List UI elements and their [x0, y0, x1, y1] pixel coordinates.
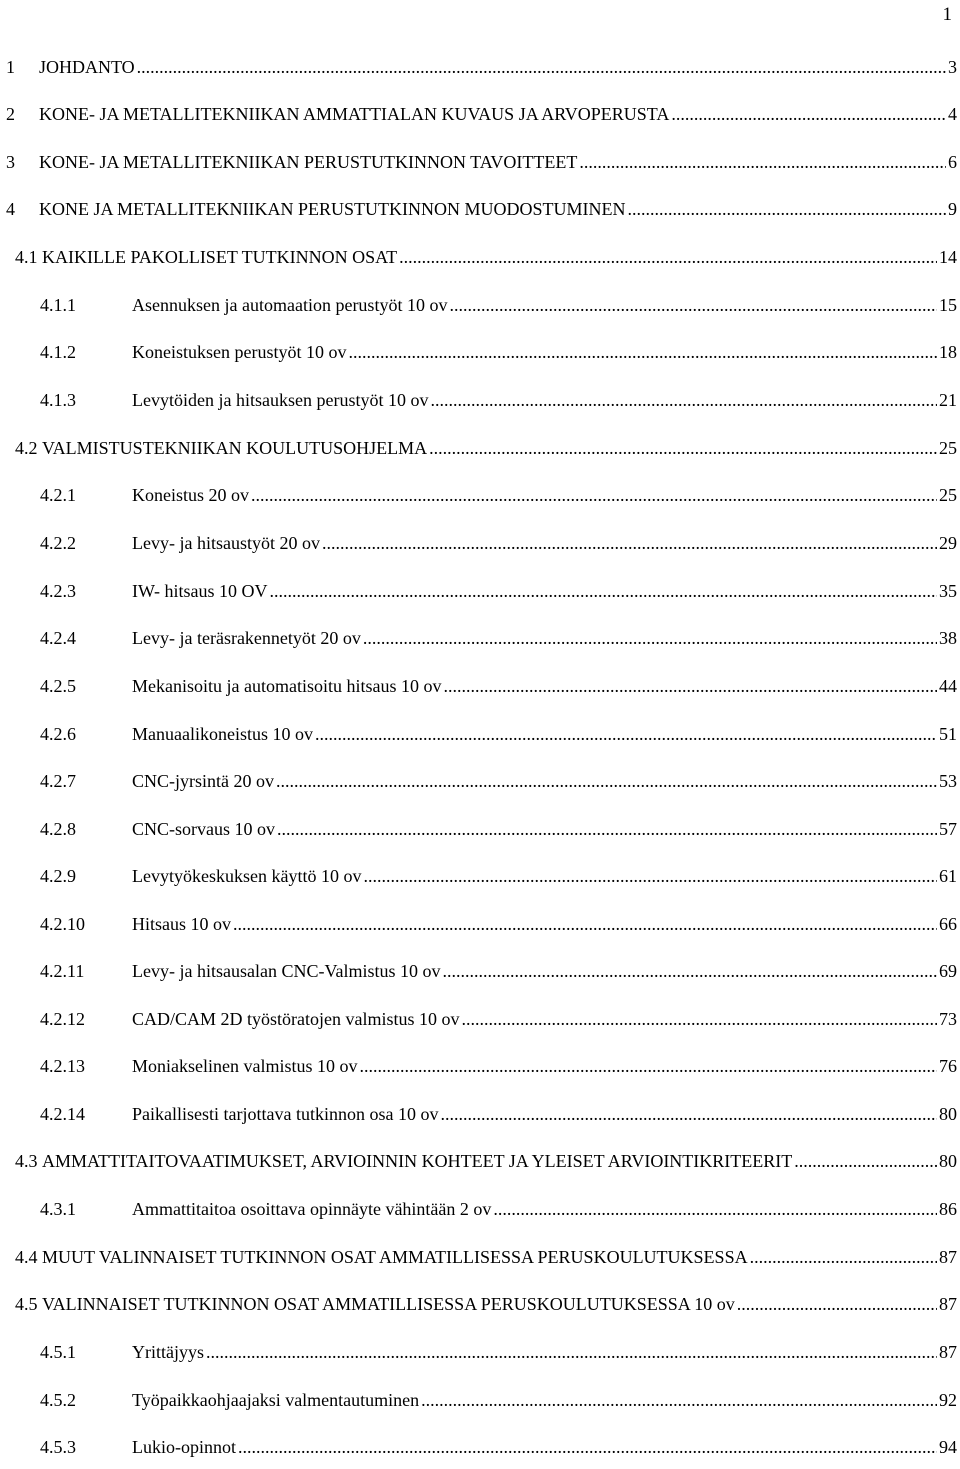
toc-entry[interactable]	[0, 243, 957, 267]
toc-entry-page: 35	[939, 581, 957, 601]
toc-dot-leader	[238, 1437, 937, 1457]
toc-entry[interactable]	[0, 386, 957, 410]
toc-entry-number: 4.2.4	[40, 628, 76, 648]
toc-entry-number: 4.4	[15, 1247, 38, 1267]
toc-entry-title: Koneistuksen perustyöt 10 ov	[132, 342, 347, 362]
toc-entry-title: Levy- ja teräsrakennetyöt 20 ov	[132, 628, 361, 648]
toc-entry-page: 61	[939, 866, 957, 886]
toc-entry-number: 1	[6, 57, 15, 77]
toc-entry-page: 69	[939, 961, 957, 981]
toc-entry-page: 6	[948, 152, 957, 172]
toc-dot-leader	[363, 866, 937, 886]
toc-entry-page: 80	[939, 1104, 957, 1124]
toc-entry-page: 14	[939, 247, 957, 267]
toc-entry[interactable]	[0, 148, 957, 172]
toc-entry-title: JOHDANTO	[39, 57, 135, 77]
toc-entry-number: 4.5.3	[40, 1437, 76, 1457]
toc-entry-number: 4.2.14	[40, 1104, 85, 1124]
toc-dot-leader	[251, 485, 937, 505]
toc-dot-leader	[579, 152, 946, 172]
toc-entry-title: VALMISTUSTEKNIIKAN KOULUTUSOHJELMA	[42, 438, 428, 458]
toc-entry-page: 73	[939, 1009, 957, 1029]
toc-dot-leader	[206, 1342, 937, 1362]
toc-entry[interactable]	[0, 1386, 957, 1410]
toc-entry-page: 25	[939, 438, 957, 458]
toc-entry-number: 4.1.1	[40, 295, 76, 315]
toc-entry-title: AMMATTITAITOVAATIMUKSET, ARVIOINNIN KOHTEET JA YLEISET ARVIOINTIKRITEERIT	[42, 1151, 793, 1171]
toc-entry[interactable]	[0, 862, 957, 886]
toc-entry[interactable]	[0, 1243, 957, 1267]
toc-entry-page: 80	[939, 1151, 957, 1171]
toc-dot-leader	[322, 533, 937, 553]
toc-dot-leader	[449, 295, 937, 315]
toc-entry-title: Levytyökeskuksen käyttö 10 ov	[132, 866, 362, 886]
toc-dot-leader	[315, 724, 937, 744]
toc-entry-title: Lukio-opinnot	[132, 1437, 236, 1457]
toc-entry-page: 76	[939, 1056, 957, 1076]
toc-entry-title: Työpaikkaohjaajaksi valmentautuminen	[132, 1390, 420, 1410]
toc-entry[interactable]	[0, 1052, 957, 1076]
toc-entry-number: 4.2	[15, 438, 38, 458]
toc-entry-page: 92	[939, 1390, 957, 1410]
toc-entry-page: 21	[939, 390, 957, 410]
toc-entry[interactable]	[0, 1195, 957, 1219]
toc-entry-page: 29	[939, 533, 957, 553]
toc-entry-page: 44	[939, 676, 957, 696]
toc-entry-page: 18	[939, 342, 957, 362]
toc-dot-leader	[277, 819, 937, 839]
toc-entry[interactable]	[0, 672, 957, 696]
toc-entry[interactable]	[0, 767, 957, 791]
toc-entry[interactable]	[0, 481, 957, 505]
toc-entry-number: 4.2.1	[40, 485, 76, 505]
toc-dot-leader	[493, 1199, 937, 1219]
toc-entry-number: 4.5	[15, 1294, 38, 1314]
toc-entry[interactable]	[0, 53, 957, 77]
toc-dot-leader	[269, 581, 937, 601]
toc-entry-title: Manuaalikoneistus 10 ov	[132, 724, 313, 744]
toc-entry[interactable]	[0, 1433, 957, 1457]
toc-entry-number: 4.2.7	[40, 771, 76, 791]
toc-entry-title: Levytöiden ja hitsauksen perustyöt 10 ov	[132, 390, 429, 410]
toc-entry-title: Asennuksen ja automaation perustyöt 10 ov	[132, 295, 448, 315]
toc-dot-leader	[233, 914, 937, 934]
toc-dot-leader	[276, 771, 937, 791]
toc-entry-page: 66	[939, 914, 957, 934]
toc-entry[interactable]	[0, 957, 957, 981]
toc-entry-page: 4	[948, 104, 957, 124]
toc-dot-leader	[671, 104, 946, 124]
toc-entry[interactable]	[0, 529, 957, 553]
toc-entry-title: IW- hitsaus 10 OV	[132, 581, 268, 601]
toc-entry-title: KONE- JA METALLITEKNIIKAN AMMATTIALAN KUVAUS JA ARVOPERUSTA	[39, 104, 670, 124]
toc-entry-number: 4.3	[15, 1151, 38, 1171]
toc-entry-title: Levy- ja hitsaustyöt 20 ov	[132, 533, 320, 553]
toc-dot-leader	[443, 676, 937, 696]
toc-entry-title: Moniakselinen valmistus 10 ov	[132, 1056, 358, 1076]
toc-entry-number: 4.1.2	[40, 342, 76, 362]
toc-entry-title: KONE JA METALLITEKNIIKAN PERUSTUTKINNON MUODOSTUMINEN	[39, 199, 626, 219]
toc-entry-title: Yrittäjyys	[132, 1342, 204, 1362]
toc-entry-page: 94	[939, 1437, 957, 1457]
toc-entry[interactable]	[0, 720, 957, 744]
toc-entry-title: Paikallisesti tarjottava tutkinnon osa 10 ov	[132, 1104, 439, 1124]
toc-dot-leader	[429, 438, 937, 458]
toc-entry-page: 15	[939, 295, 957, 315]
toc-entry-page: 25	[939, 485, 957, 505]
toc-entry[interactable]	[0, 910, 957, 934]
toc-dot-leader	[440, 1104, 937, 1124]
toc-entry-title: Levy- ja hitsausalan CNC-Valmistus 10 ov	[132, 961, 441, 981]
toc-dot-leader	[421, 1390, 937, 1410]
toc-entry-number: 2	[6, 104, 15, 124]
toc-entry-page: 57	[939, 819, 957, 839]
toc-entry-page: 87	[939, 1294, 957, 1314]
toc-entry-number: 4.3.1	[40, 1199, 76, 1219]
toc-entry[interactable]	[0, 100, 957, 124]
toc-entry-number: 4.2.13	[40, 1056, 85, 1076]
toc-entry[interactable]	[0, 434, 957, 458]
toc-entry-page: 9	[948, 199, 957, 219]
toc-entry-title: VALINNAISET TUTKINNON OSAT AMMATILLISESSA PERUSKOULUTUKSESSA 10 ov	[42, 1294, 735, 1314]
toc-entry-title: CNC-jyrsintä 20 ov	[132, 771, 274, 791]
toc-entry[interactable]	[0, 291, 957, 315]
toc-dot-leader	[137, 57, 946, 77]
toc-entry-number: 4.2.6	[40, 724, 76, 744]
toc-entry-title: MUUT VALINNAISET TUTKINNON OSAT AMMATILLISESSA PERUSKOULUTUKSESSA	[42, 1247, 748, 1267]
toc-entry[interactable]	[0, 1005, 957, 1029]
toc-entry-number: 4.5.2	[40, 1390, 76, 1410]
toc-entry[interactable]	[0, 1147, 957, 1171]
toc-entry-title: Mekanisoitu ja automatisoitu hitsaus 10 ov	[132, 676, 442, 696]
toc-entry-number: 4	[6, 199, 15, 219]
toc-dot-leader	[462, 1009, 938, 1029]
toc-dot-leader	[399, 247, 937, 267]
toc-entry-page: 51	[939, 724, 957, 744]
toc-entry-title: Ammattitaitoa osoittava opinnäyte vähintään 2 ov	[132, 1199, 492, 1219]
toc-entry-number: 4.2.8	[40, 819, 76, 839]
toc-dot-leader	[794, 1151, 937, 1171]
toc-entry[interactable]	[0, 338, 957, 362]
toc-entry-number: 4.2.12	[40, 1009, 85, 1029]
toc-entry-title: CNC-sorvaus 10 ov	[132, 819, 275, 839]
page-number: 1	[942, 4, 952, 25]
toc-entry-page: 86	[939, 1199, 957, 1219]
toc-entry-page: 3	[948, 57, 957, 77]
toc-entry-title: KAIKILLE PAKOLLISET TUTKINNON OSAT	[42, 247, 398, 267]
toc-entry-number: 4.2.10	[40, 914, 85, 934]
toc-entry[interactable]	[0, 577, 957, 601]
toc-dot-leader	[430, 390, 937, 410]
toc-entry-title: KONE- JA METALLITEKNIIKAN PERUSTUTKINNON TAVOITTEET	[39, 152, 578, 172]
toc-entry-page: 53	[939, 771, 957, 791]
toc-entry[interactable]	[0, 1100, 957, 1124]
toc-entry-title: Hitsaus 10 ov	[132, 914, 231, 934]
toc-dot-leader	[737, 1294, 937, 1314]
toc-dot-leader	[348, 342, 937, 362]
toc-entry-number: 4.2.9	[40, 866, 76, 886]
toc-entry-page: 87	[939, 1342, 957, 1362]
toc-entry[interactable]	[0, 1290, 957, 1314]
toc-entry[interactable]	[0, 1338, 957, 1362]
toc-entry[interactable]	[0, 195, 957, 219]
toc-entry-page: 87	[939, 1247, 957, 1267]
toc-entry-title: CAD/CAM 2D työstöratojen valmistus 10 ov	[132, 1009, 460, 1029]
toc-entry-title: Koneistus 20 ov	[132, 485, 249, 505]
toc-entry-number: 3	[6, 152, 15, 172]
toc-entry-number: 4.2.11	[40, 961, 85, 981]
toc-entry-number: 4.5.1	[40, 1342, 76, 1362]
toc-entry-number: 4.2.3	[40, 581, 76, 601]
toc-entry-number: 4.2.2	[40, 533, 76, 553]
toc-dot-leader	[628, 199, 946, 219]
toc-entry[interactable]	[0, 815, 957, 839]
toc-entry-number: 4.2.5	[40, 676, 76, 696]
toc-dot-leader	[363, 628, 937, 648]
toc-entry-number: 4.1.3	[40, 390, 76, 410]
toc-entry[interactable]	[0, 624, 957, 648]
toc-entry-page: 38	[939, 628, 957, 648]
toc-entry-number: 4.1	[15, 247, 38, 267]
toc-dot-leader	[359, 1056, 937, 1076]
toc-dot-leader	[442, 961, 937, 981]
toc-dot-leader	[750, 1247, 937, 1267]
